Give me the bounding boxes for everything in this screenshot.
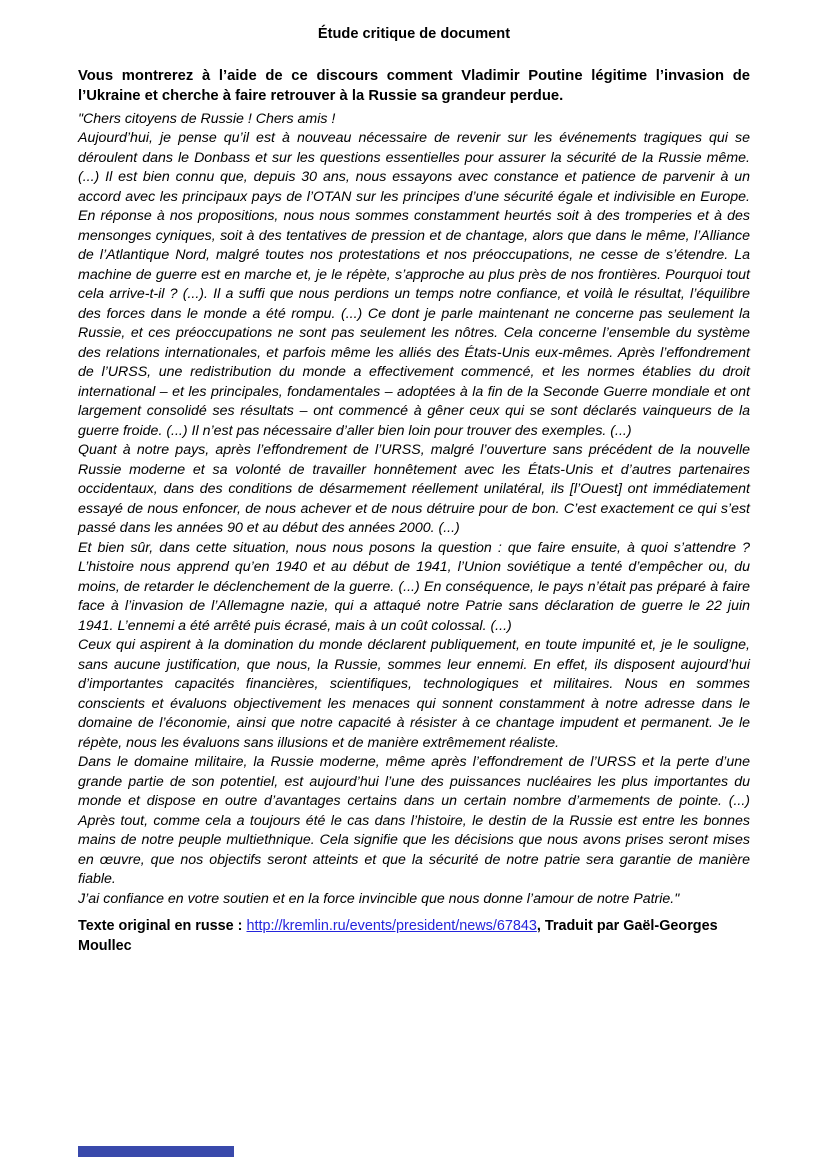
speech-transcript: [78, 110, 750, 910]
page-title: Étude critique de document: [317, 26, 511, 42]
speech-paragraph: Dans le domaine militaire, la Russie moderne, même après l’effondrement de l’URSS et la perte d’une grande partie de son potentiel, est aujourd’hui l’une des puissances nucléaires les plus importantes du monde et dispose en outre d’avantages certains dans un certain nombre d’armements de pointe. (...) Après tout, comme cela a toujours été le cas dans l’histoire, le destin de la Russie est entre les bonnes mains de notre peuple multiethnique. Cela signifie que les décisions que nous avons prises seront mises en œuvre, que nos objectifs seront atteints et que la sécurité de notre patrie sera garantie de manière fiable.: [78, 754, 750, 887]
source-suffix: , Traduit par Gaël-Georges Moullec: [78, 918, 718, 954]
speech-paragraph: Et bien sûr, dans cette situation, nous nous posons la question : que faire ensuite, à quoi s’attendre ? L’histoire nous apprend qu’en 1940 et au début de 1941, l’Union soviétique a tenté d’empêcher ou, du moins, de retarder le déclenchement de la guerre. (...) En conséquence, le pays n’était pas préparé à faire face à l’invasion de l’Allemagne nazie, qui a attaqué notre Patrie sans déclaration de guerre le 22 juin 1941. L’ennemi a été arrêté puis écrasé, mais à un coût colossal. (...): [78, 539, 750, 634]
speech-paragraph: Quant à notre pays, après l’effondrement de l’URSS, malgré l’ouverture sans précédent de la nouvelle Russie moderne et sa volonté de travailler honnêtement avec les États-Unis et d’autres partenaires occidentaux, dans des conditions de désarmement réellement unilatéral, ils [l’Ouest] ont immédiatement essayé de nous enfoncer, de nous achever et de nous détruire pour de bon. C’est exactement ce qui s’est passé dans les années 90 et au début des années 2000. (...): [78, 442, 750, 536]
speech-paragraph: "Chers citoyens de Russie ! Chers amis !: [78, 110, 336, 127]
source-attribution: [78, 917, 750, 956]
kremlin-source-link[interactable]: http://kremlin.ru/events/president/news/67843: [246, 918, 537, 934]
speech-paragraph: Ceux qui aspirent à la domination du monde déclarent publiquement, en toute impunité et, je le souligne, sans aucune justification, que nous, la Russie, sommes leur ennemi. En effet, ils disposent aujourd’hui d’importantes capacités financières, scientifiques, technologiques et militaires. Nous en sommes conscients et évaluons objectivement les menaces qui sonnent constamment à notre adresse dans le domaine de l’économie, ainsi que notre capacité à résister à ce chantage impudent et permanent. Je le répète, nous les évaluons sans illusions et de manière extrêmement réaliste.: [78, 637, 750, 751]
cropped-bottom-blue-bar: [78, 1146, 234, 1157]
instruction-text: Vous montrerez à l’aide de ce discours comment Vladimir Poutine légitime l’invasion de l’Ukraine et cherche à faire retrouver à la Russie sa grandeur perdue.: [78, 67, 750, 104]
speech-paragraph: J’ai confiance en votre soutien et en la force invincible que nous donne l’amour de notre Patrie.": [78, 890, 680, 907]
speech-paragraph: Aujourd’hui, je pense qu’il est à nouveau nécessaire de revenir sur les événements tragiques qui se déroulent dans le Donbass et sur les questions essentielles pour assurer la sécurité de la Russie même. (...) Il est bien connu que, depuis 30 ans, nous essayons avec constance et patience de parvenir à un accord avec les principaux pays de l’OTAN sur les principes d’une sécurité égale et indivisible en Europe. En réponse à nos propositions, nous nous sommes constamment heurtés soit à des tromperies et à des mensonges cyniques, soit à des tentatives de pression et de chantage, alors que dans le même, l’Alliance de l’Atlantique Nord, malgré toutes nos protestations et nos préoccupations, ne cesse de s’étendre. La machine de guerre est en marche et, je le répète, s’approche au plus près de nos frontières. Pourquoi tout cela arrive-t-il ? (...). Il a suffi que nous perdions un temps notre confiance, et voilà le résultat, l’équilibre des forces dans le monde a été rompu. (...) Ce dont je parle maintenant ne concerne pas seulement la Russie, et ces préoccupations ne sont pas seulement les nôtres. Cela concerne l’ensemble du système des relations internationales, et parfois même les alliés des États-Unis eux-mêmes. Après l’effondrement de l’URSS, une redistribution du monde a effectivement commencé, et les normes établies du droit international – et les principales, fondamentales – adoptées à la fin de la Seconde Guerre mondiale et ont largement consolidé ses résultats – ont commencé à gêner ceux qui se sont déclarés vainqueurs de la guerre froide. (...) Il n’est pas nécessaire d’aller bien loin pour trouver des exemples. (...): [78, 130, 750, 439]
source-prefix: Texte original en russe :: [78, 918, 247, 934]
